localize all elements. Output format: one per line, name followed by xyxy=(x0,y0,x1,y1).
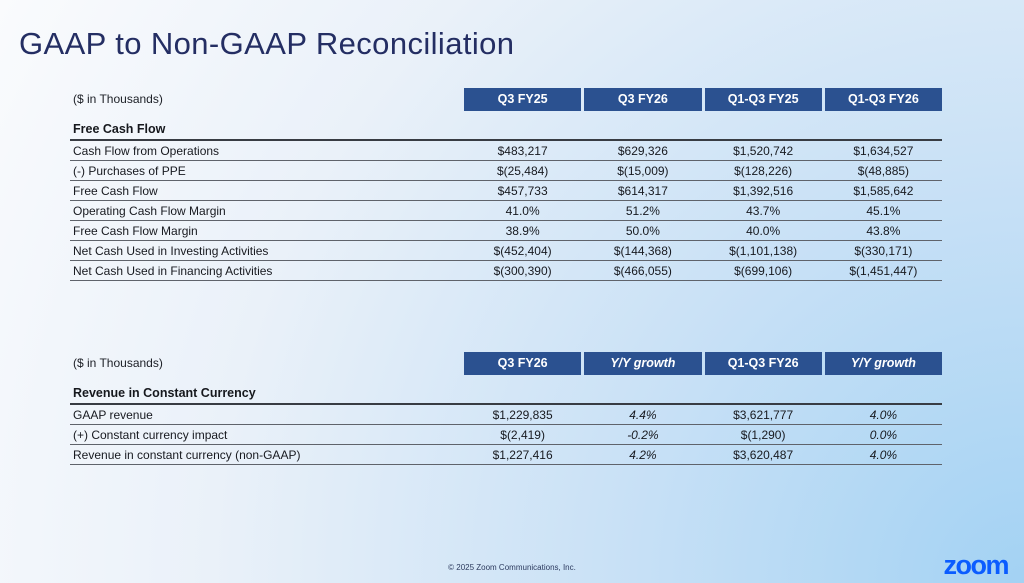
table-cell: $(25,484) xyxy=(496,163,549,178)
column-header: Y/Y growth xyxy=(584,352,701,375)
table-cell: $(144,368) xyxy=(613,243,672,258)
table-cell: $614,317 xyxy=(617,183,668,198)
units-label: ($ in Thousands) xyxy=(73,356,163,370)
column-header: Q1-Q3 FY25 xyxy=(705,88,822,111)
table-cell: $(699,106) xyxy=(734,263,793,278)
row-values xyxy=(464,264,942,278)
row-label: Operating Cash Flow Margin xyxy=(73,203,226,218)
row-values xyxy=(464,204,942,218)
table-header-row xyxy=(70,352,942,375)
table-cell: $(300,390) xyxy=(493,263,552,278)
table-cell: -0.2% xyxy=(627,427,659,442)
table-row xyxy=(70,261,942,281)
row-values xyxy=(464,184,942,198)
units-label: ($ in Thousands) xyxy=(73,92,163,106)
row-label: (-) Purchases of PPE xyxy=(73,163,186,178)
table-cell: 43.7% xyxy=(746,203,781,218)
table-cell: $(452,404) xyxy=(493,243,552,258)
table-cell: 40.0% xyxy=(746,223,781,238)
copyright-text: © 2025 Zoom Communications, Inc. xyxy=(448,563,576,572)
table-row xyxy=(70,241,942,261)
table-cell: $(1,101,138) xyxy=(729,243,798,258)
row-label: Cash Flow from Operations xyxy=(73,143,220,158)
constant-currency-table xyxy=(70,352,942,465)
table-cell: $457,733 xyxy=(497,183,548,198)
table-cell: $1,392,516 xyxy=(733,183,794,198)
table-row xyxy=(70,161,942,181)
row-label: Net Cash Used in Investing Activities xyxy=(73,243,269,258)
free-cash-flow-table xyxy=(70,88,942,281)
row-values xyxy=(464,448,942,462)
table-cell: $629,326 xyxy=(617,143,668,158)
table-cell: 43.8% xyxy=(866,223,901,238)
table-cell: $(1,451,447) xyxy=(849,263,918,278)
row-label: Net Cash Used in Financing Activities xyxy=(73,263,273,278)
row-label: Revenue in constant currency (non-GAAP) xyxy=(73,447,301,462)
table-row xyxy=(70,221,942,241)
table-cell: $3,621,777 xyxy=(733,407,794,422)
table-rows xyxy=(70,405,942,465)
table-cell: 4.2% xyxy=(629,447,657,462)
table-cell: 4.4% xyxy=(629,407,657,422)
column-header: Q1-Q3 FY26 xyxy=(705,352,822,375)
table-row xyxy=(70,405,942,425)
table-cell: $(15,009) xyxy=(617,163,669,178)
zoom-logo: zoom xyxy=(943,550,1008,580)
table-cell: $(2,419) xyxy=(500,427,545,442)
table-header-row xyxy=(70,88,942,111)
table-cell: $(128,226) xyxy=(734,163,793,178)
table-cell: $1,227,416 xyxy=(492,447,553,462)
row-values xyxy=(464,428,942,442)
table-cell: $(1,290) xyxy=(740,427,786,442)
row-values xyxy=(464,224,942,238)
table-row xyxy=(70,445,942,465)
column-header: Q1-Q3 FY26 xyxy=(825,88,942,111)
page-title: GAAP to Non-GAAP Reconciliation xyxy=(19,25,515,61)
table-row xyxy=(70,181,942,201)
column-header: Q3 FY26 xyxy=(584,88,701,111)
column-headers xyxy=(464,88,942,111)
table-cell: $3,620,487 xyxy=(733,447,794,462)
table-cell: $1,229,835 xyxy=(492,407,553,422)
row-values xyxy=(464,408,942,422)
column-header: Q3 FY25 xyxy=(464,88,581,111)
row-values xyxy=(464,144,942,158)
table-cell: $1,634,527 xyxy=(853,143,914,158)
row-label: Free Cash Flow xyxy=(73,183,158,198)
row-label: Free Cash Flow Margin xyxy=(73,223,198,238)
table-row xyxy=(70,141,942,161)
table-cell: $(330,171) xyxy=(854,243,913,258)
table-cell: 51.2% xyxy=(625,203,660,218)
row-values xyxy=(464,244,942,258)
table-cell: $(466,055) xyxy=(613,263,672,278)
column-header: Q3 FY26 xyxy=(464,352,581,375)
table-cell: 50.0% xyxy=(625,223,660,238)
table-cell: 41.0% xyxy=(505,203,540,218)
table-cell: $1,520,742 xyxy=(733,143,794,158)
table-row xyxy=(70,201,942,221)
table-cell: 4.0% xyxy=(869,447,898,462)
column-headers xyxy=(464,352,942,375)
section-label: Revenue in Constant Currency xyxy=(70,386,942,405)
table-row xyxy=(70,425,942,445)
row-label: GAAP revenue xyxy=(73,407,153,422)
row-label: (+) Constant currency impact xyxy=(73,427,228,442)
table-cell: $483,217 xyxy=(497,143,548,158)
section-label: Free Cash Flow xyxy=(70,122,942,141)
table-rows xyxy=(70,141,942,281)
table-cell: 45.1% xyxy=(866,203,901,218)
table-cell: $(48,885) xyxy=(857,163,910,178)
row-values xyxy=(464,164,942,178)
table-cell: 0.0% xyxy=(869,427,898,442)
table-cell: $1,585,642 xyxy=(853,183,914,198)
column-header: Y/Y growth xyxy=(825,352,942,375)
table-cell: 4.0% xyxy=(869,407,898,422)
table-cell: 38.9% xyxy=(505,223,540,238)
